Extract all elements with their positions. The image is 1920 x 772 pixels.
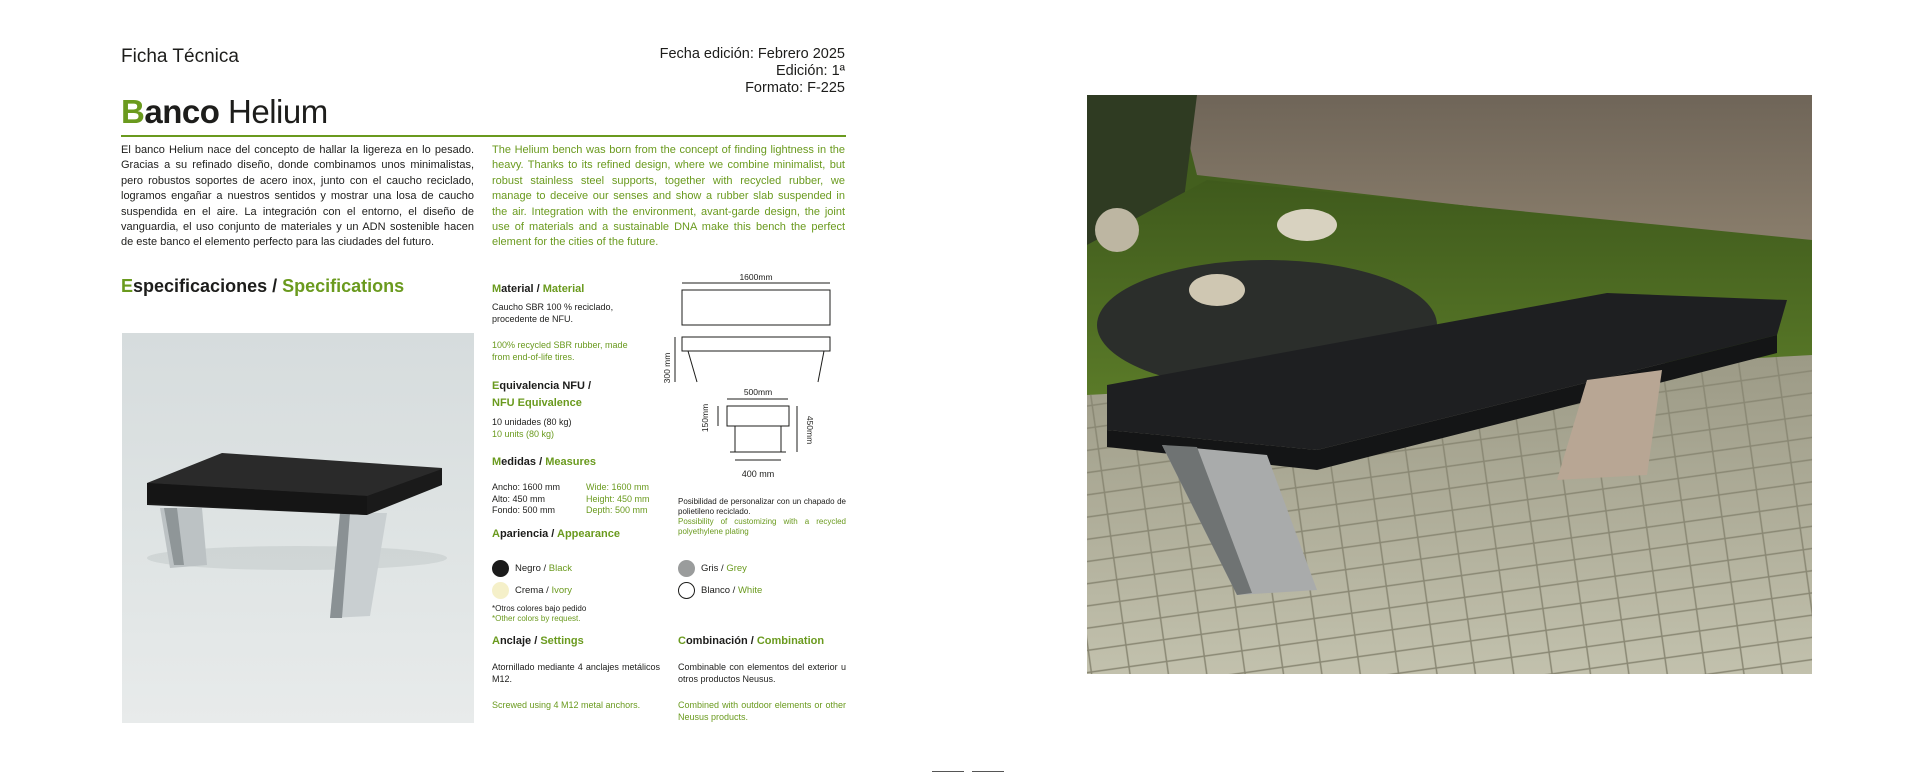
edition-info <box>560 46 845 97</box>
combination-text-en: Combined with outdoor elements or other Neusus products. <box>678 700 846 722</box>
intro-text-es: El banco Helium nace del concepto de hallar la ligereza en lo pesado. Gracias a su refinado diseño, donde combinamos unos minimalistas, pero robustos soportes de acero inox, junto con el caucho reciclado, logramos engañar a nuestros sentidos y mostrar una losa de caucho suspendida en el aire. La integración con el entorno, el diseño de vanguardia, el uso conjunto de materiales y un ADN sostenible hacen de este banco el elemento perfecto para las ciudades del futuro. <box>121 144 474 249</box>
settings-text-es: Atornillado mediante 4 anclajes metálicos M12. <box>492 662 660 684</box>
material-text-es: Caucho SBR 100 % reciclado, procedente de NFU. <box>492 302 614 324</box>
combination-heading: Combinación / Combination <box>678 635 825 647</box>
dim-depth: 500mm <box>743 387 773 397</box>
settings-text-en: Screwed using 4 M12 metal anchors. <box>492 700 641 710</box>
measures-heading: Medidas / Measures <box>492 456 596 468</box>
title-divider <box>121 135 846 137</box>
custom-note: Posibilidad de personalizar con un chapado de polietileno reciclado. Possibility of customizing with a recycled polyethylene plating <box>678 497 846 536</box>
combination-text-es: Combinable con elementos del exterior u otros productos Neusus. <box>678 662 846 684</box>
dim-height: 300 mm <box>662 352 672 384</box>
appearance-heading: Apariencia / Appearance <box>492 528 620 540</box>
nfu-text-en: 10 units (80 kg) <box>492 429 555 439</box>
colors-note: *Otros colores bajo pedido *Other colors by request. <box>492 604 587 623</box>
color-option-black: Negro / Black <box>492 560 572 577</box>
bench-photo-icon <box>1087 95 1812 674</box>
material-heading: Material / Material <box>492 283 585 295</box>
material-text-en: 100% recycled SBR rubber, made from end-of-life tires. <box>492 340 628 362</box>
dim-width: 1600mm <box>739 272 773 282</box>
measures-list-es: Ancho: 1600 mm Alto: 450 mm Fondo: 500 mm <box>492 482 561 515</box>
nfu-heading: Equivalencia NFU / NFU Equivalence <box>492 380 592 409</box>
edition-date: Fecha edición: Febrero 2025 <box>659 46 845 62</box>
bench-render-icon <box>122 333 474 723</box>
measures-list-en: Wide: 1600 mm Height: 450 mm Depth: 500 mm <box>586 482 650 515</box>
dim-base: 400 mm <box>741 469 775 479</box>
product-title: Banco Helium <box>121 93 328 130</box>
grey-swatch-icon <box>678 560 695 577</box>
technical-drawing <box>660 270 850 485</box>
doc-label: Ficha Técnica <box>121 46 239 67</box>
specifications-heading: Especificaciones / Specifications <box>121 276 405 296</box>
black-swatch-icon <box>492 560 509 577</box>
intro-text-en: The Helium bench was born from the concept of finding lightness in the heavy. Thanks to its refined design, where we combine minimalist, but robust stainless steel supports, together with recycled rubber, we manage to deceive our senses and show a rubber slab suspended in the air. Integration with the environment, avant-garde design, the joint use of materials and a sustainable DNA make this bench the perfect element for the cities of the future. <box>492 144 845 249</box>
color-option-white: Blanco / White <box>678 582 762 599</box>
edition-number: Edición: 1ª <box>775 63 845 79</box>
product-photo <box>1087 95 1812 674</box>
color-option-grey: Gris / Grey <box>678 560 747 577</box>
white-swatch-icon <box>678 582 695 599</box>
dim-seat: 150mm <box>700 403 710 433</box>
format-code: Formato: F-225 <box>745 80 845 96</box>
ivory-swatch-icon <box>492 582 509 599</box>
settings-heading: Anclaje / Settings <box>492 635 584 647</box>
color-option-ivory: Crema / Ivory <box>492 582 572 599</box>
dim-total: 450mm <box>805 415 815 445</box>
nfu-text-es: 10 unidades (80 kg) <box>492 417 572 427</box>
product-render-image <box>122 333 474 723</box>
